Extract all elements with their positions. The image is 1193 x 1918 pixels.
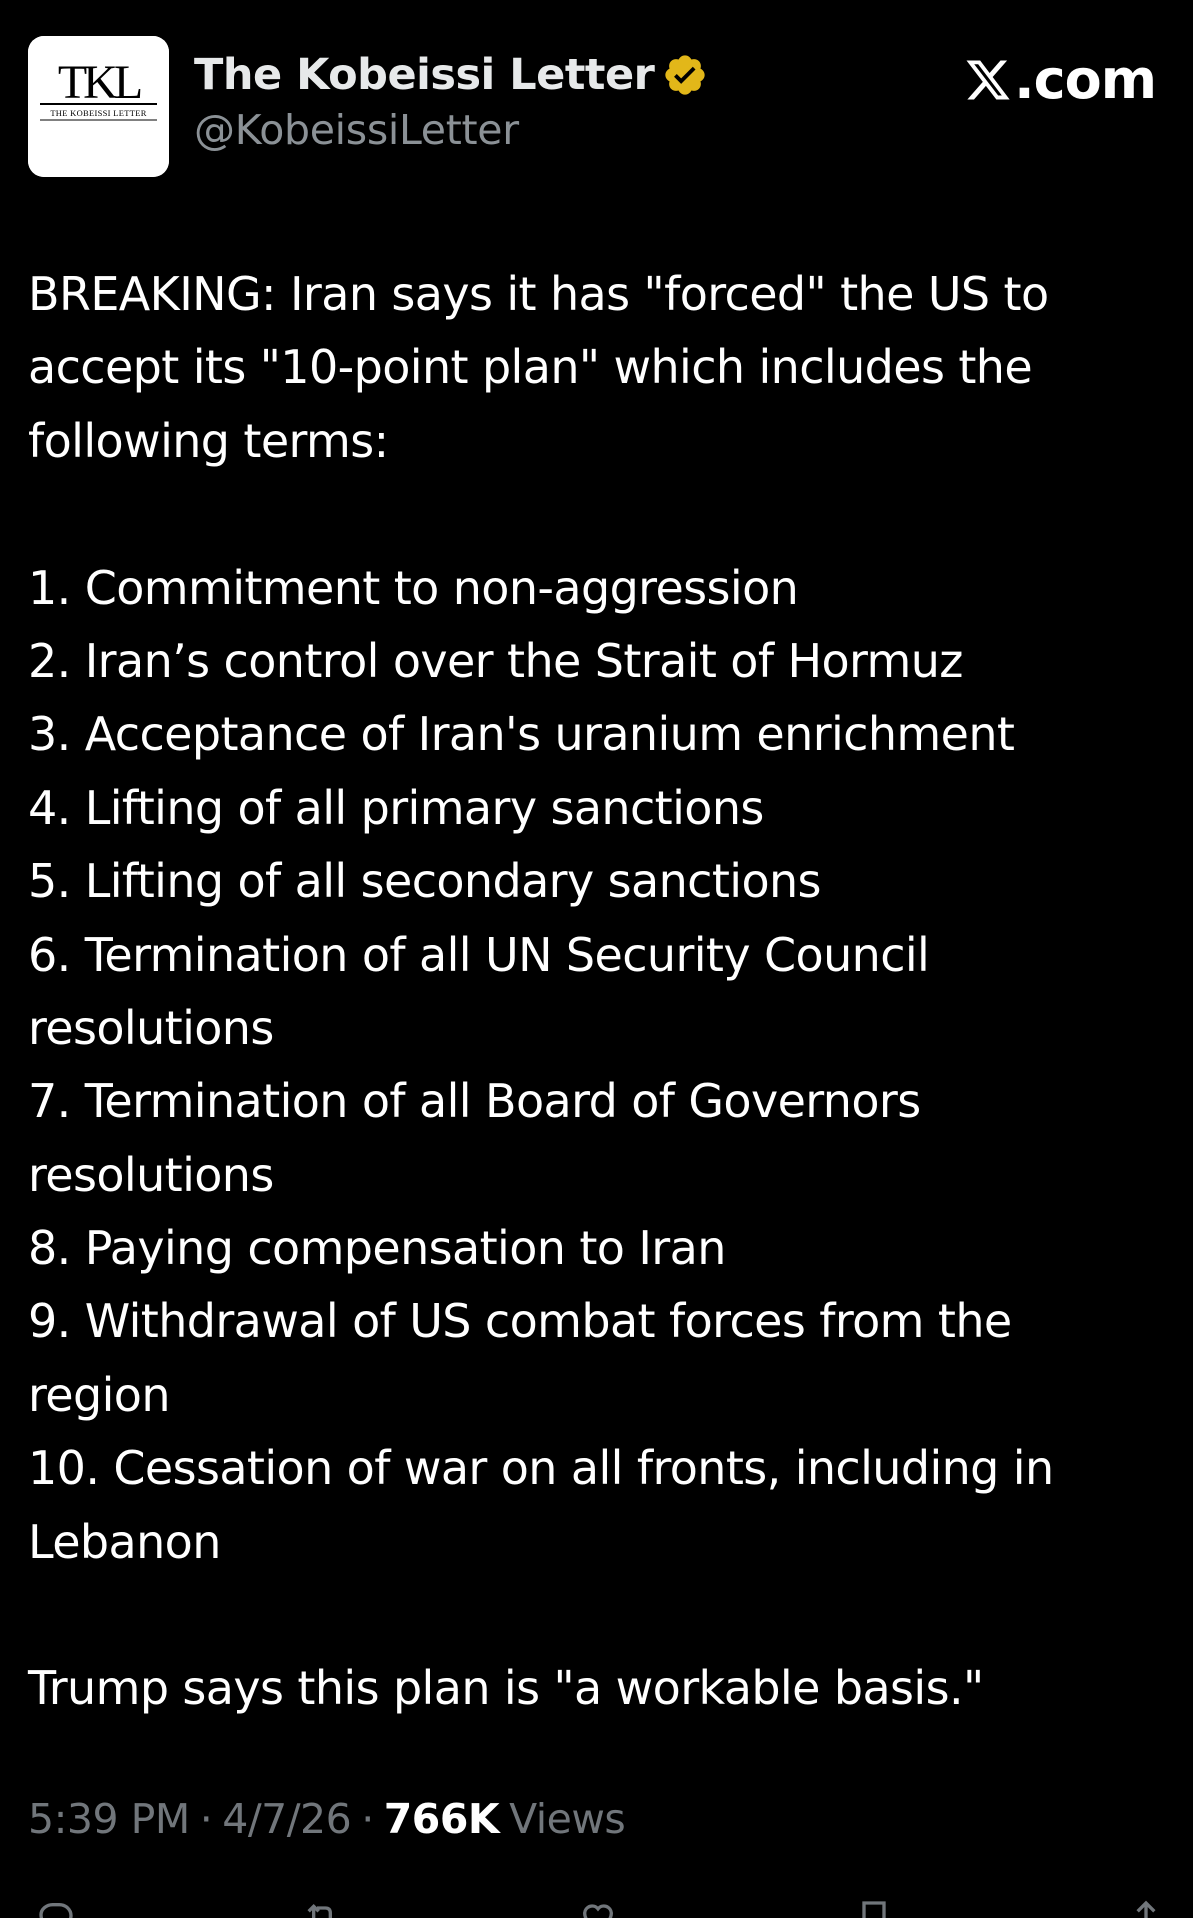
post-line: 7. Termination of all Board of Governors bbox=[28, 1074, 921, 1129]
post-line: accept its "10-point plan" which includes the bbox=[28, 340, 1033, 395]
views-label: Views bbox=[509, 1795, 626, 1843]
post-blank-line bbox=[28, 1579, 1168, 1652]
post-line: 2. Iran’s control over the Strait of Hormuz bbox=[28, 633, 963, 688]
post-line: 5. Lifting of all secondary sanctions bbox=[28, 854, 821, 909]
display-name-row bbox=[194, 46, 708, 104]
avatar[interactable] bbox=[28, 36, 169, 177]
brand-site-text: .com bbox=[1014, 48, 1156, 111]
reply-icon[interactable] bbox=[30, 1898, 82, 1918]
tweet-header bbox=[28, 36, 1168, 180]
author-handle[interactable]: @KobeissiLetter bbox=[194, 106, 519, 154]
action-bar bbox=[0, 1898, 1193, 1918]
repost-icon[interactable] bbox=[296, 1898, 348, 1918]
x-logo-icon bbox=[964, 56, 1012, 104]
post-text bbox=[28, 258, 1168, 1726]
post-line: 9. Withdrawal of US combat forces from the bbox=[28, 1294, 1012, 1349]
views-count: 766K bbox=[383, 1795, 500, 1843]
verified-badge-icon bbox=[662, 52, 708, 98]
svg-text:THE KOBEISSI LETTER: THE KOBEISSI LETTER bbox=[50, 108, 147, 118]
post-line: 3. Acceptance of Iran's uranium enrichment bbox=[28, 707, 1015, 762]
tkl-logo-icon bbox=[28, 36, 169, 177]
post-line: 4. Lifting of all primary sanctions bbox=[28, 780, 764, 835]
post-blank-line bbox=[28, 478, 1168, 551]
like-icon[interactable] bbox=[572, 1898, 624, 1918]
svg-text:TKL: TKL bbox=[57, 56, 140, 109]
post-date[interactable]: 4/7/26 bbox=[222, 1795, 352, 1843]
share-icon[interactable] bbox=[1120, 1898, 1172, 1918]
display-name[interactable]: The Kobeissi Letter bbox=[194, 50, 655, 100]
post-line: region bbox=[28, 1367, 170, 1422]
meta-separator: · bbox=[361, 1795, 374, 1843]
post-line: 1. Commitment to non-aggression bbox=[28, 560, 799, 615]
post-line: 10. Cessation of war on all fronts, including in bbox=[28, 1441, 1054, 1496]
bookmark-icon[interactable] bbox=[848, 1898, 900, 1918]
author-info bbox=[194, 46, 708, 154]
post-metadata bbox=[28, 1795, 625, 1843]
post-line: resolutions bbox=[28, 1147, 274, 1202]
post-line: 8. Paying compensation to Iran bbox=[28, 1221, 726, 1276]
post-line: Lebanon bbox=[28, 1514, 221, 1569]
post-line: Trump says this plan is "a workable basis." bbox=[28, 1661, 984, 1716]
meta-separator: · bbox=[199, 1795, 213, 1843]
post-line: resolutions bbox=[28, 1000, 274, 1055]
post-line: BREAKING: Iran says it has "forced" the US to bbox=[28, 267, 1049, 321]
post-line: following terms: bbox=[28, 413, 389, 468]
post-time[interactable]: 5:39 PM bbox=[28, 1795, 190, 1843]
post-line: 6. Termination of all UN Security Council bbox=[28, 927, 930, 982]
brand-watermark bbox=[964, 50, 1156, 110]
